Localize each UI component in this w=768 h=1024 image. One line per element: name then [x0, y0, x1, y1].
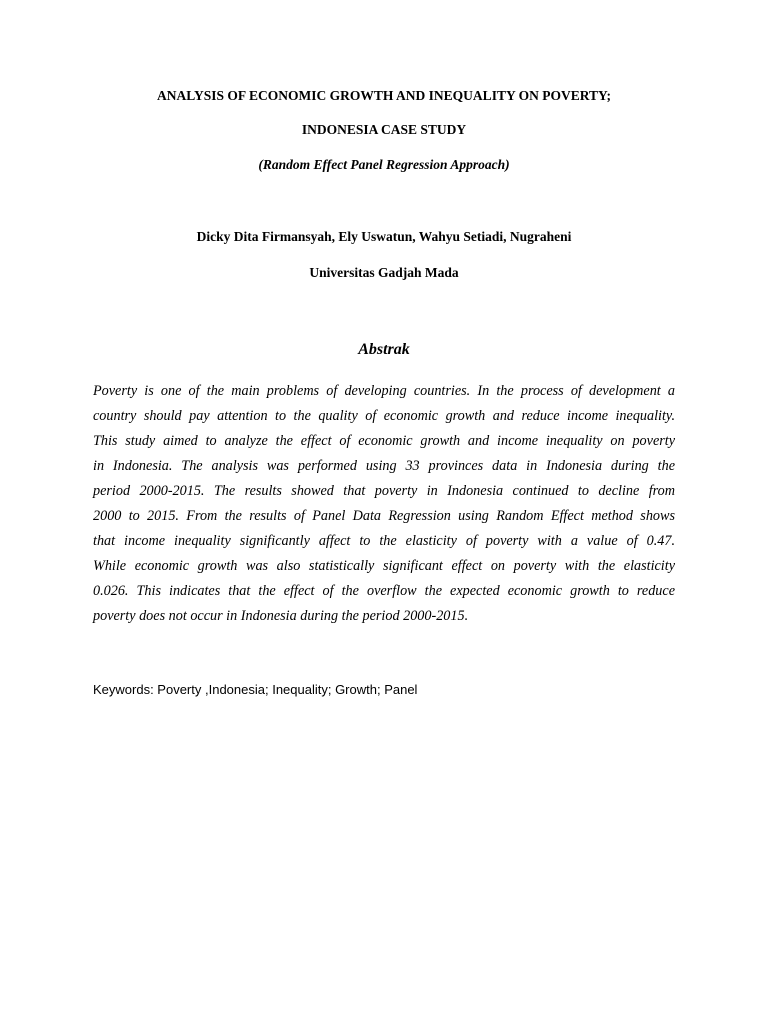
- paper-title-line-2: INDONESIA CASE STUDY: [301, 122, 467, 137]
- abstract-body: [93, 379, 675, 629]
- abstract-line: Poverty is one of the main problems of developing countries. In the process of development a: [93, 383, 675, 399]
- abstract-heading: Abstrak: [358, 341, 410, 358]
- abstract-line: 2000 to 2015. From the results of Panel Data Regression using Random Effect method shows: [93, 508, 675, 524]
- keywords: Keywords: Poverty ,Indonesia; Inequality; Growth; Panel: [93, 682, 418, 697]
- abstract-line: period 2000-2015. The results showed that poverty in Indonesia continued to decline from: [93, 483, 675, 499]
- abstract-line: in Indonesia. The analysis was performed using 33 provinces data in Indonesia during the: [93, 458, 675, 474]
- abstract-line: poverty does not occur in Indonesia during the period 2000-2015.: [93, 608, 469, 624]
- affiliation: Universitas Gadjah Mada: [309, 265, 459, 280]
- abstract-line: This study aimed to analyze the effect of economic growth and income inequality on poverty: [93, 433, 675, 449]
- abstract-line: 0.026. This indicates that the effect of the overflow the expected economic growth to reduce: [93, 583, 675, 599]
- paper-subtitle: (Random Effect Panel Regression Approach): [258, 157, 510, 172]
- paper-title-line-1: ANALYSIS OF ECONOMIC GROWTH AND INEQUALITY ON POVERTY;: [157, 88, 611, 103]
- author-list: Dicky Dita Firmansyah, Ely Uswatun, Wahyu Setiadi, Nugraheni: [196, 229, 572, 244]
- abstract-line: that income inequality significantly affect to the elasticity of poverty with a value of 0.47.: [93, 533, 675, 549]
- abstract-line: While economic growth was also statistically significant effect on poverty with the elasticity: [93, 558, 675, 574]
- abstract-line: country should pay attention to the quality of economic growth and reduce income inequality.: [93, 408, 675, 424]
